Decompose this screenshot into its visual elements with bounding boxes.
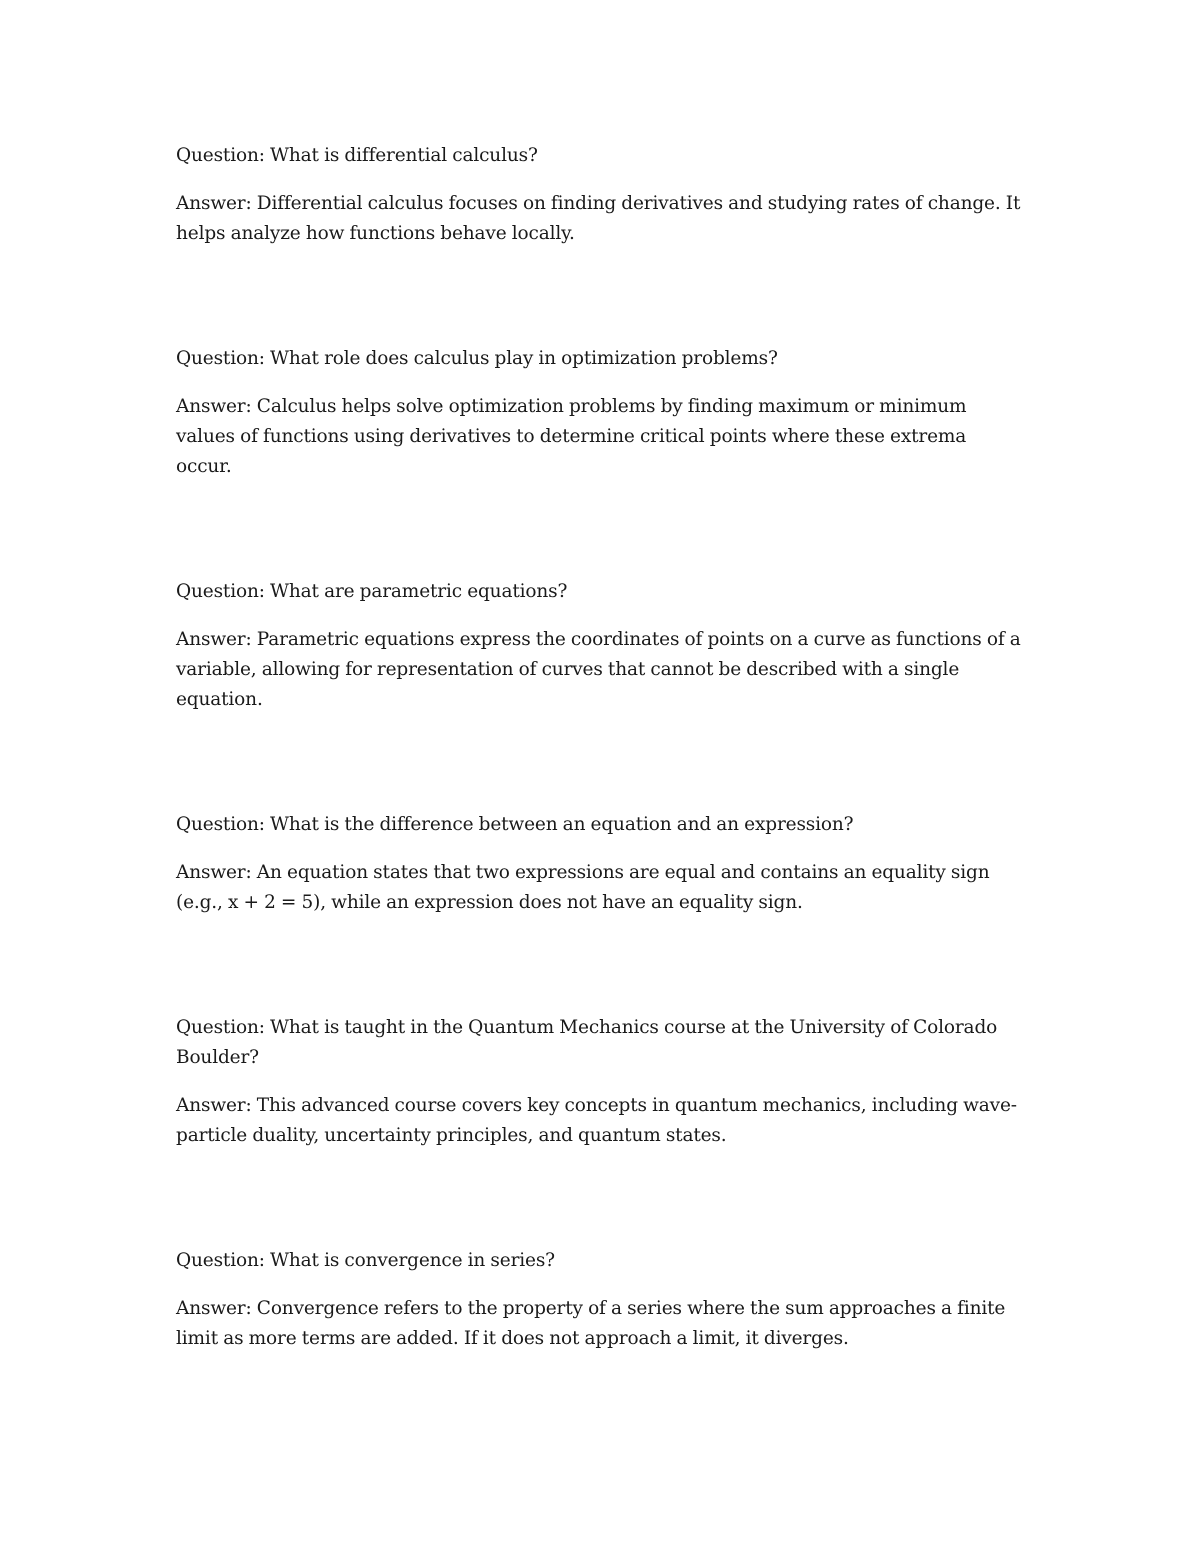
- answer-text: Answer: Parametric equations express the coordinates of points on a curve as functions of a variable, allowing for representation of curves that cannot be described with a single equation.: [176, 629, 1021, 710]
- question-text: Question: What are parametric equations?: [176, 581, 568, 602]
- answer-text: Answer: This advanced course covers key concepts in quantum mechanics, including wave-particle duality, uncertainty principles, and quantum states.: [176, 1095, 1017, 1146]
- question-text: Question: What is the difference between an equation and an expression?: [176, 814, 854, 835]
- qa-entry: [176, 1246, 1026, 1354]
- question-text: Question: What role does calculus play in optimization problems?: [176, 348, 778, 369]
- qa-entry: [176, 344, 1026, 482]
- qa-entry: [176, 810, 1026, 918]
- qa-entry: [176, 141, 1026, 249]
- answer-text: Answer: Convergence refers to the property of a series where the sum approaches a finite limit as more terms are added. If it does not approach a limit, it diverges.: [176, 1298, 1006, 1349]
- answer-text: Answer: Differential calculus focuses on finding derivatives and studying rates of change. It helps analyze how functions behave locally.: [176, 193, 1021, 244]
- answer-text: Answer: An equation states that two expressions are equal and contains an equality sign (e.g., x + 2 = 5), while an expression does not have an equality sign.: [176, 862, 990, 913]
- question-text: Question: What is taught in the Quantum Mechanics course at the University of Colorado Boulder?: [176, 1017, 998, 1068]
- question-text: Question: What is convergence in series?: [176, 1250, 555, 1271]
- question-text: Question: What is differential calculus?: [176, 145, 538, 166]
- qa-entry: [176, 1013, 1026, 1151]
- answer-text: Answer: Calculus helps solve optimization problems by finding maximum or minimum values of functions using derivatives to determine critical points where these extrema occur.: [176, 396, 967, 477]
- qa-entry: [176, 577, 1026, 715]
